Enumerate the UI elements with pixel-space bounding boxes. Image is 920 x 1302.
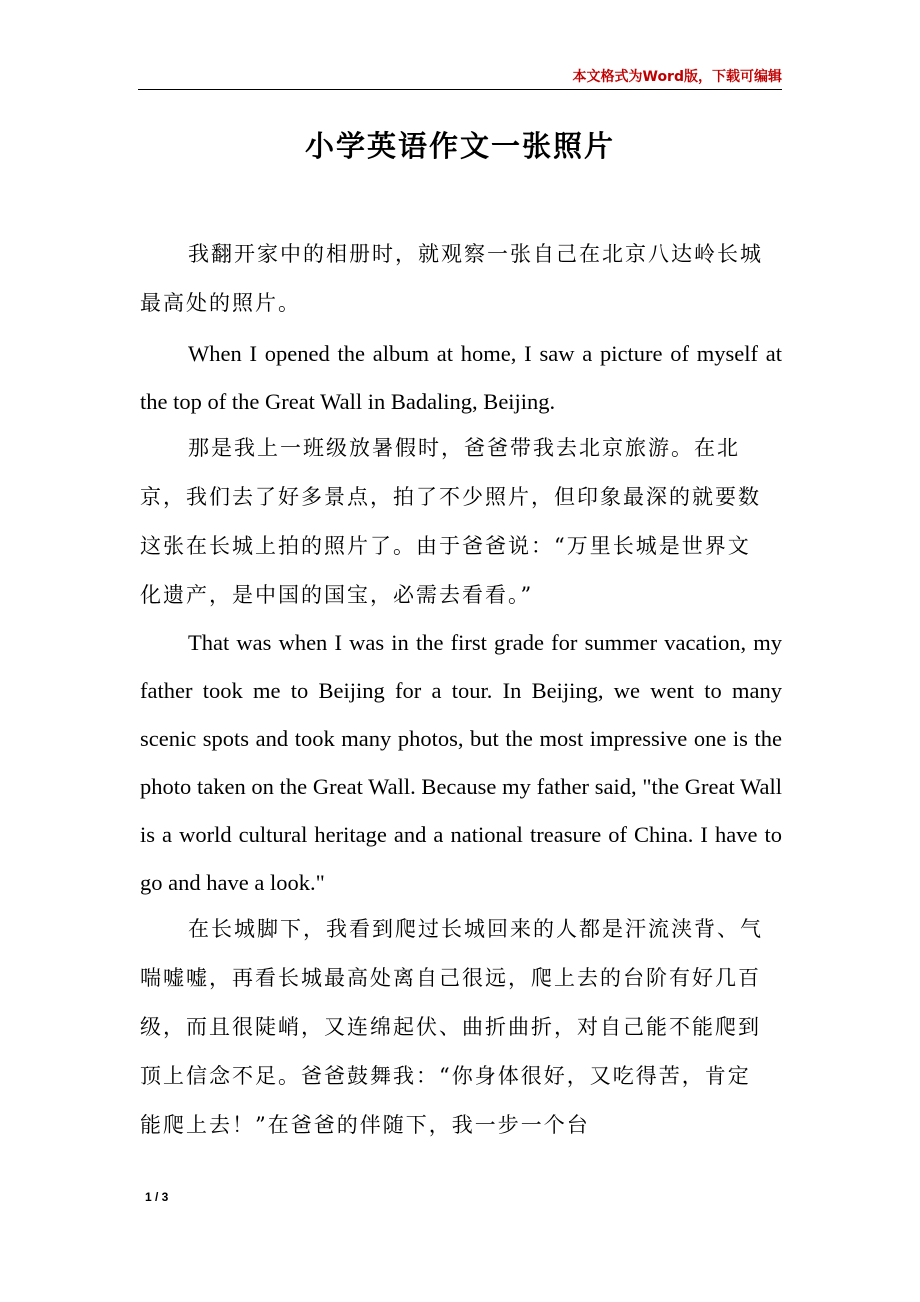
paragraph-english-2: That was when I was in the first grade for summer vacation, my father took me to Beijing for a tour. In Beijing, we went to many scenic spots and took many photos, but the most impressive one is the photo taken on the Great Wall. Because my father said, "the Great Wall is a world cultural heritage and a national treasure of China. I have to go and have a look." [140, 630, 782, 895]
paragraph-chinese-3: 在长城脚下，我看到爬过长城回来的人都是汗流浃背、气喘嘘嘘，再看长城最高处离自己很远，爬上去的台阶有好几百级，而且很陡峭，又连绵起伏、曲折曲折，对自己能不能爬到顶上信念不足。爸爸鼓舞我：“你身体很好，又吃得苦，肯定能爬上去！”在爸爸的伴随下，我一步一个台 [140, 917, 763, 1137]
paragraph-chinese-2: 那是我上一班级放暑假时，爸爸带我去北京旅游。在北京，我们去了好多景点，拍了不少照片，但印象最深的就要数这张在长城上拍的照片了。由于爸爸说：“万里长城是世界文化遗产，是中国的国宝，必需去看看。” [140, 436, 761, 607]
document-title: 小学英语作文一张照片 [304, 129, 615, 163]
page-number: 1 / 3 [145, 1190, 169, 1204]
header-note: 本文格式为Word版，下载可编辑 [572, 69, 782, 85]
header-divider [138, 89, 782, 90]
paragraph-chinese-1: 我翻开家中的相册时，就观察一张自己在北京八达岭长城最高处的照片。 [140, 242, 763, 315]
paragraph-english-1: When I opened the album at home, I saw a picture of myself at the top of the Great Wall in Badaling, Beijing. [140, 341, 782, 414]
